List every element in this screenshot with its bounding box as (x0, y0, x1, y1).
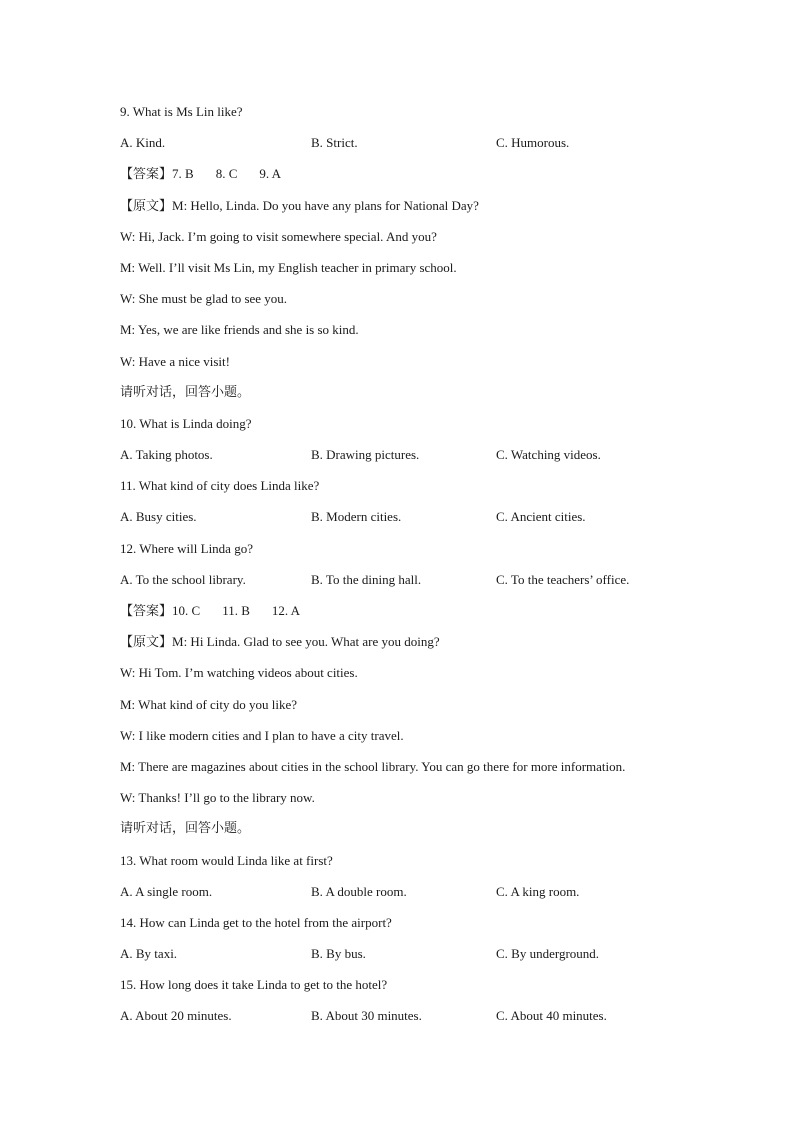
document-page (120, 102, 720, 1038)
transcript-label: 【原文】 (120, 635, 173, 651)
answer-item: 7. B (172, 166, 194, 182)
option-b: B. By bus. (311, 946, 366, 962)
transcript-text: M: Yes, we are like friends and she is so kind. (120, 322, 359, 338)
transcript-text: M: What kind of city do you like? (120, 696, 298, 712)
instruction-text: 请听对话，回答小题。 (120, 384, 251, 400)
question-14 (120, 913, 720, 944)
option-b: B. Strict. (311, 135, 358, 151)
question-text: 14. How can Linda get to the hotel from the airport? (120, 914, 392, 930)
transcript-text: W: Hi, Jack. I’m going to visit somewhere special. And you? (120, 228, 437, 244)
option-b: B. About 30 minutes. (311, 1008, 422, 1024)
option-c: C. To the teachers’ office. (496, 571, 630, 587)
question-text: 9. What is Ms Lin like? (120, 104, 243, 119)
section-instruction (120, 819, 720, 850)
options-10 (120, 445, 720, 476)
answer-item: 11. B (222, 603, 250, 618)
question-text: 13. What room would Linda like at first? (120, 852, 333, 868)
option-a: A. By taxi. (120, 946, 178, 962)
transcript-text: W: Thanks! I’ll go to the library now. (120, 790, 315, 806)
option-c: C. Ancient cities. (496, 509, 586, 525)
answer-item: 10. C (172, 603, 201, 618)
option-c: C. Humorous. (496, 135, 570, 151)
question-text: 10. What is Linda doing? (120, 415, 252, 431)
options-9 (120, 133, 720, 164)
transcript-line (120, 320, 720, 351)
option-c: C. About 40 minutes. (496, 1008, 607, 1024)
answer-key-1 (120, 164, 720, 195)
transcript-line (120, 632, 720, 663)
question-9 (120, 102, 720, 133)
question-13 (120, 851, 720, 882)
answer-label: 【答案】 (120, 167, 173, 183)
options-14 (120, 944, 720, 975)
option-c: C. By underground. (496, 946, 600, 962)
answer-item: 8. C (215, 166, 238, 182)
option-a: A. About 20 minutes. (120, 1008, 232, 1024)
question-15 (120, 975, 720, 1006)
option-a: A. Kind. (120, 135, 166, 151)
option-b: B. Modern cities. (311, 509, 402, 525)
transcript-line (120, 726, 720, 757)
answer-item: 12. A (271, 603, 301, 618)
answer-item: 9. A (259, 166, 282, 182)
options-11 (120, 507, 720, 538)
options-13 (120, 882, 720, 913)
answer-label: 【答案】 (120, 604, 173, 619)
option-a: A. Busy cities. (120, 509, 197, 525)
option-a: A. A single room. (120, 883, 213, 899)
option-a: A. Taking photos. (120, 447, 213, 463)
transcript-line (120, 289, 720, 320)
question-text: 15. How long does it take Linda to get to the hotel? (120, 977, 388, 993)
transcript-text: M: Well. I’ll visit Ms Lin, my English teacher in primary school. (120, 259, 457, 275)
transcript-text: M: There are magazines about cities in the school library. You can go there for more information. (120, 758, 626, 774)
answer-key-2 (120, 601, 720, 632)
option-b: B. Drawing pictures. (311, 447, 420, 463)
transcript-line (120, 352, 720, 383)
transcript-line (120, 757, 720, 788)
transcript-text: W: Hi Tom. I’m watching videos about cities. (120, 665, 358, 681)
option-b: B. To the dining hall. (311, 571, 422, 587)
transcript-text: W: She must be glad to see you. (120, 291, 288, 307)
section-instruction (120, 383, 720, 414)
transcript-line (120, 227, 720, 258)
option-b: B. A double room. (311, 883, 407, 899)
question-12 (120, 539, 720, 570)
question-text: 12. Where will Linda go? (120, 540, 253, 556)
question-text: 11. What kind of city does Linda like? (120, 478, 320, 494)
transcript-line (120, 258, 720, 289)
option-a: A. To the school library. (120, 571, 246, 587)
option-c: C. Watching videos. (496, 447, 601, 463)
transcript-label: 【原文】 (120, 198, 173, 214)
transcript-text: W: Have a nice visit! (120, 353, 230, 369)
transcript-line (120, 663, 720, 694)
transcript-line (120, 788, 720, 819)
transcript-text: M: Hi Linda. Glad to see you. What are you doing? (172, 634, 440, 650)
instruction-text: 请听对话，回答小题。 (120, 821, 251, 837)
option-c: C. A king room. (496, 883, 580, 899)
question-10 (120, 414, 720, 445)
transcript-line (120, 196, 720, 227)
question-11 (120, 476, 720, 507)
transcript-text: W: I like modern cities and I plan to have a city travel. (120, 727, 404, 743)
options-15 (120, 1006, 720, 1037)
transcript-text: M: Hello, Linda. Do you have any plans for National Day? (172, 197, 479, 213)
options-12 (120, 570, 720, 601)
transcript-line (120, 695, 720, 726)
